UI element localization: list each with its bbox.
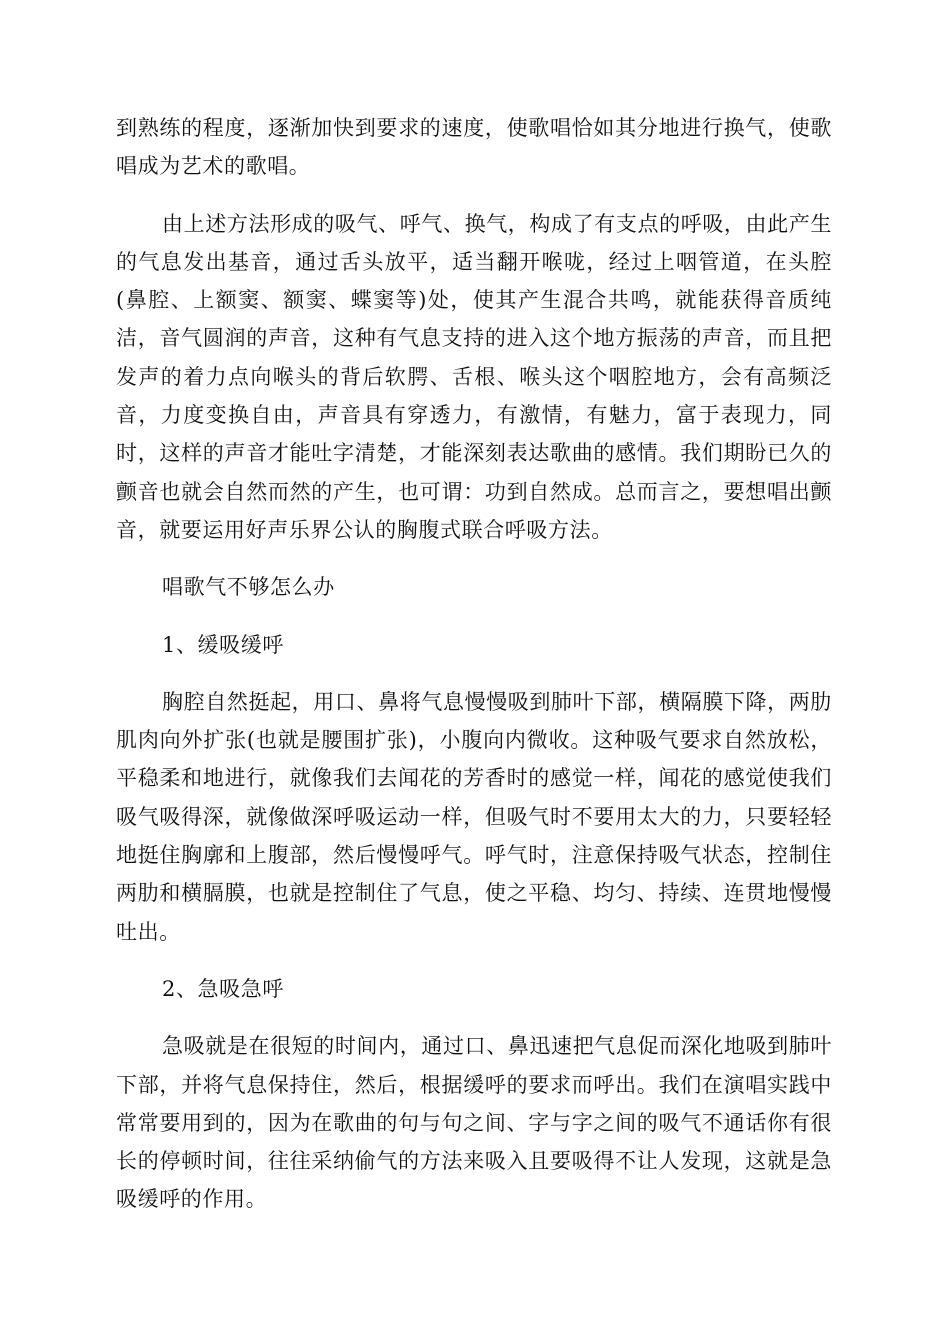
paragraph-quick-breathing: 急吸就是在很短的时间内，通过口、鼻迅速把气息促而深化地吸到肺叶下部，并将气息保持住，然后，根据缓呼的要求而呼出。我们在演唱实践中常常要用到的，因为在歌曲的句与句之间、字与字之间的吸气不通话你有很长的停顿时间，往往采纳偷气的方法来吸入且要吸得不让人发现，这就是急吸缓呼的作用。 — [116, 1034, 832, 1212]
paragraph-slow-breathing: 胸腔自然挺起，用口、鼻将气息慢慢吸到肺叶下部，横隔膜下降，两肋肌肉向外扩张(也就是腰围扩张)，小腹向内微收。这种吸气要求自然放松，平稳柔和地进行，就像我们去闻花的芳香时的感觉一样，闻花的感觉使我们吸气吸得深，就像做深呼吸运动一样，但吸气时不要用太大的力，只要轻轻地挺住胸廓和上腹部，然后慢慢呼气。呼气时，注意保持吸气状态，控制住两肋和横膈膜，也就是控制住了气息，使之平稳、均匀、持续、连贯地慢慢吐出。 — [116, 689, 832, 944]
subsection-heading-1: 1、缓吸缓呼 — [162, 632, 284, 657]
section-heading: 唱歌气不够怎么办 — [162, 575, 335, 600]
document-body — [116, 109, 832, 1238]
paragraph-breathing-support: 由上述方法形成的吸气、呼气、换气，构成了有支点的呼吸，由此产生的气息发出基音，通过舌头放平，适当翻开喉咙，经过上咽管道，在头腔(鼻腔、上额窦、额窦、蝶窦等)处，使其产生混合共鸣，就能获得音质纯洁，音气圆润的声音，这种有气息支持的进入这个地方振荡的声音，而且把发声的着力点向喉头的背后软腭、舌根、喉头这个咽腔地方，会有高频泛音，力度变换自由，声音具有穿透力，有激情，有魅力，富于表现力，同时，这样的声音才能吐字清楚，才能深刻表达歌曲的感情。我们期盼已久的颤音也就会自然而然的产生，也可谓：功到自然成。总而言之，要想唱出颤音，就要运用好声乐界公认的胸腹式联合呼吸方法。 — [116, 211, 832, 542]
paragraph-continuation: 到熟练的程度，逐渐加快到要求的速度，使歌唱恰如其分地进行换气，使歌唱成为艺术的歌唱。 — [116, 116, 832, 179]
subsection-heading-2: 2、急吸急呼 — [162, 976, 284, 1001]
